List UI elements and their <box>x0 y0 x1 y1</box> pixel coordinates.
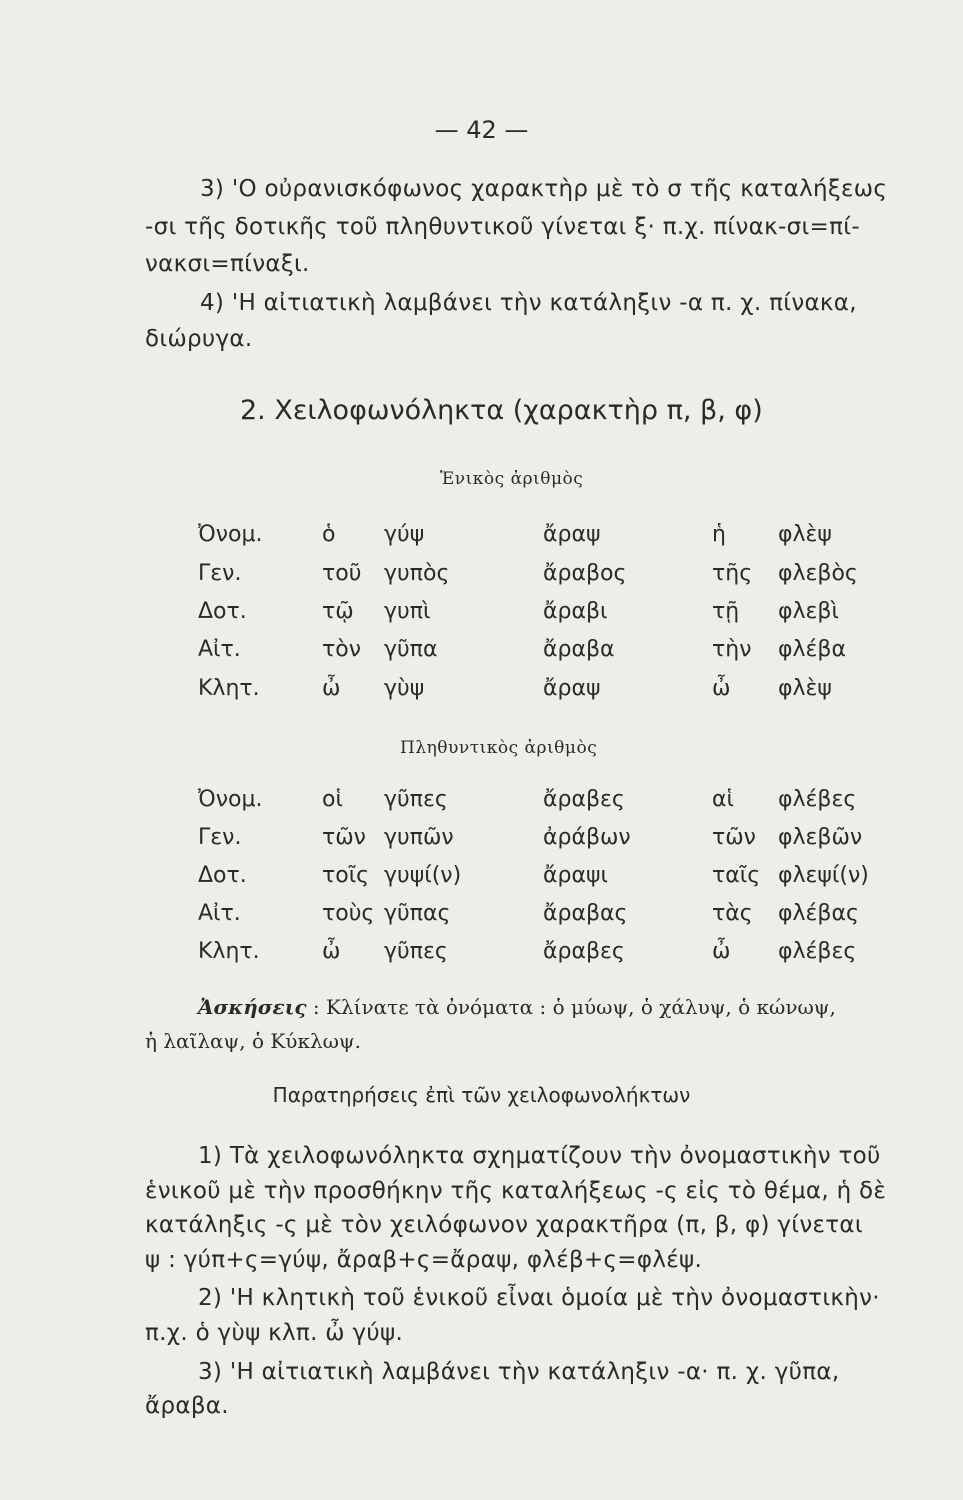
form-fleps: φλεβὸς <box>778 561 858 586</box>
table-row <box>0 599 963 629</box>
form-araps: ἄραβα <box>543 637 615 662</box>
page-number: — 42 — <box>434 116 529 144</box>
article-fem: ταῖς <box>712 863 761 888</box>
note1-line-2: ἑνικοῦ μὲ τὴν προσθήκην τῆς καταλήξεως -ς εἰς τὸ θέμα, ἡ δὲ <box>145 1178 887 1204</box>
case-label: Αἰτ. <box>198 901 241 926</box>
article-masc: τῶν <box>322 825 366 850</box>
article-fem: τὴν <box>712 637 752 662</box>
table-row <box>0 863 963 893</box>
form-gyps: γυπὶ <box>384 599 431 624</box>
form-fleps: φλέβες <box>778 787 857 812</box>
form-gyps: γῦπες <box>384 787 448 812</box>
singular-heading: Ἑνικὸς ἀριθμὸς <box>440 469 584 489</box>
article-masc: τοῦ <box>322 561 362 586</box>
form-araps: ἀράβων <box>543 825 631 850</box>
form-gyps: γὺψ <box>384 676 425 701</box>
form-araps: ἄραβι <box>543 599 608 624</box>
rule4-line-2: διώρυγα. <box>145 326 253 352</box>
form-gyps: γῦπας <box>384 901 451 926</box>
case-label: Κλητ. <box>198 939 260 964</box>
note2-line-2: π.χ. ὁ γὺψ κλπ. ὦ γύψ. <box>145 1320 404 1346</box>
form-fleps: φλεβῶν <box>778 825 863 850</box>
article-masc: ὦ <box>322 939 341 964</box>
table-row <box>0 522 963 552</box>
article-fem: ὦ <box>712 939 731 964</box>
article-masc: ὦ <box>322 676 341 701</box>
case-label: Ὀνομ. <box>198 522 263 547</box>
form-araps: ἄραψ <box>543 522 601 547</box>
form-gyps: γυπὸς <box>384 561 450 586</box>
form-araps: ἄραψι <box>543 863 608 888</box>
form-gyps: γῦπες <box>384 939 448 964</box>
exercises-text: : Κλίνατε τὰ ὀνόματα : ὁ μύωψ, ὁ χάλυψ, ὁ κώνωψ, <box>312 995 836 1019</box>
section-title: 2. Χειλοφωνόληκτα (χαρακτὴρ π, β, φ) <box>240 395 763 426</box>
form-gyps: γυπῶν <box>384 825 454 850</box>
note2-line-1: 2) 'Η κλητικὴ τοῦ ἑνικοῦ εἶναι ὁμοία μὲ τὴν ὀνομαστικὴν· <box>198 1285 880 1311</box>
table-row <box>0 901 963 931</box>
exercises-line-1 <box>198 995 836 1019</box>
table-row <box>0 676 963 706</box>
article-fem: τῶν <box>712 825 756 850</box>
form-araps: ἄραψ <box>543 676 601 701</box>
note1-line-1: 1) Τὰ χειλοφωνόληκτα σχηματίζουν τὴν ὀνομαστικὴν τοῦ <box>198 1143 881 1169</box>
rule3-line-1: 3) 'Ο οὐρανισκόφωνος χαρακτὴρ μὲ τὸ σ τῆς καταλήξεως <box>200 176 888 202</box>
case-label: Δοτ. <box>198 599 247 624</box>
form-araps: ἄραβας <box>543 901 628 926</box>
table-row <box>0 561 963 591</box>
form-fleps: φλέβας <box>778 901 859 926</box>
article-fem: ὦ <box>712 676 731 701</box>
article-fem: τῆς <box>712 561 753 586</box>
form-araps: ἄραβες <box>543 939 625 964</box>
rule3-line-2: -σι τῆς δοτικῆς τοῦ πληθυντικοῦ γίνεται ξ· π.χ. πίνακ-σι=πί- <box>145 214 860 240</box>
article-masc: ὁ <box>322 522 336 547</box>
note1-line-3: κατάληξις -ς μὲ τὸν χειλόφωνον χαρακτῆρα (π, β, φ) γίνεται <box>145 1212 863 1238</box>
case-label: Κλητ. <box>198 676 260 701</box>
article-fem: τῇ <box>712 599 740 624</box>
article-masc: τοὺς <box>322 901 375 926</box>
case-label: Αἰτ. <box>198 637 241 662</box>
form-fleps: φλεβὶ <box>778 599 839 624</box>
plural-heading: Πληθυντικὸς ἀριθμὸς <box>400 738 598 758</box>
form-gyps: γῦπα <box>384 637 438 662</box>
exercises-label: Ἀσκήσεις <box>198 995 307 1019</box>
case-label: Γεν. <box>198 561 242 586</box>
form-fleps: φλέβες <box>778 939 857 964</box>
rule4-line-1: 4) 'Η αἰτιατικὴ λαμβάνει τὴν κατάληξιν -α π. χ. πίνακα, <box>200 290 857 316</box>
article-fem: αἱ <box>712 787 734 812</box>
form-araps: ἄραβος <box>543 561 627 586</box>
form-gyps: γυψί(ν) <box>384 863 462 888</box>
article-fem: ἡ <box>712 522 726 547</box>
form-fleps: φλεψί(ν) <box>778 863 869 888</box>
article-masc: τὸν <box>322 637 361 662</box>
table-row <box>0 787 963 817</box>
form-fleps: φλὲψ <box>778 522 832 547</box>
article-masc: οἱ <box>322 787 343 812</box>
article-masc: τοῖς <box>322 863 370 888</box>
table-row <box>0 637 963 667</box>
rule3-line-3: νακσι=πίναξι. <box>145 251 310 277</box>
article-fem: τὰς <box>712 901 753 926</box>
note1-line-4: ψ : γύπ+ς=γύψ, ἄραβ+ς=ἄραψ, φλέβ+ς=φλέψ. <box>145 1247 703 1273</box>
table-row <box>0 939 963 969</box>
form-gyps: γύψ <box>384 522 425 547</box>
form-fleps: φλέβα <box>778 637 846 662</box>
form-fleps: φλὲψ <box>778 676 832 701</box>
case-label: Δοτ. <box>198 863 247 888</box>
case-label: Γεν. <box>198 825 242 850</box>
article-masc: τῷ <box>322 599 354 624</box>
note3-line-1: 3) 'Η αἰτιατικὴ λαμβάνει τὴν κατάληξιν -α· π. χ. γῦπα, <box>198 1359 840 1385</box>
table-row <box>0 825 963 855</box>
form-araps: ἄραβες <box>543 787 625 812</box>
note3-line-2: ἄραβα. <box>145 1393 229 1419</box>
observations-title: Παρατηρήσεις ἐπὶ τῶν χειλοφωνολήκτων <box>272 1083 691 1107</box>
case-label: Ὀνομ. <box>198 787 263 812</box>
exercises-line-2: ἡ λαῖλαψ, ὁ Κύκλωψ. <box>145 1029 361 1053</box>
